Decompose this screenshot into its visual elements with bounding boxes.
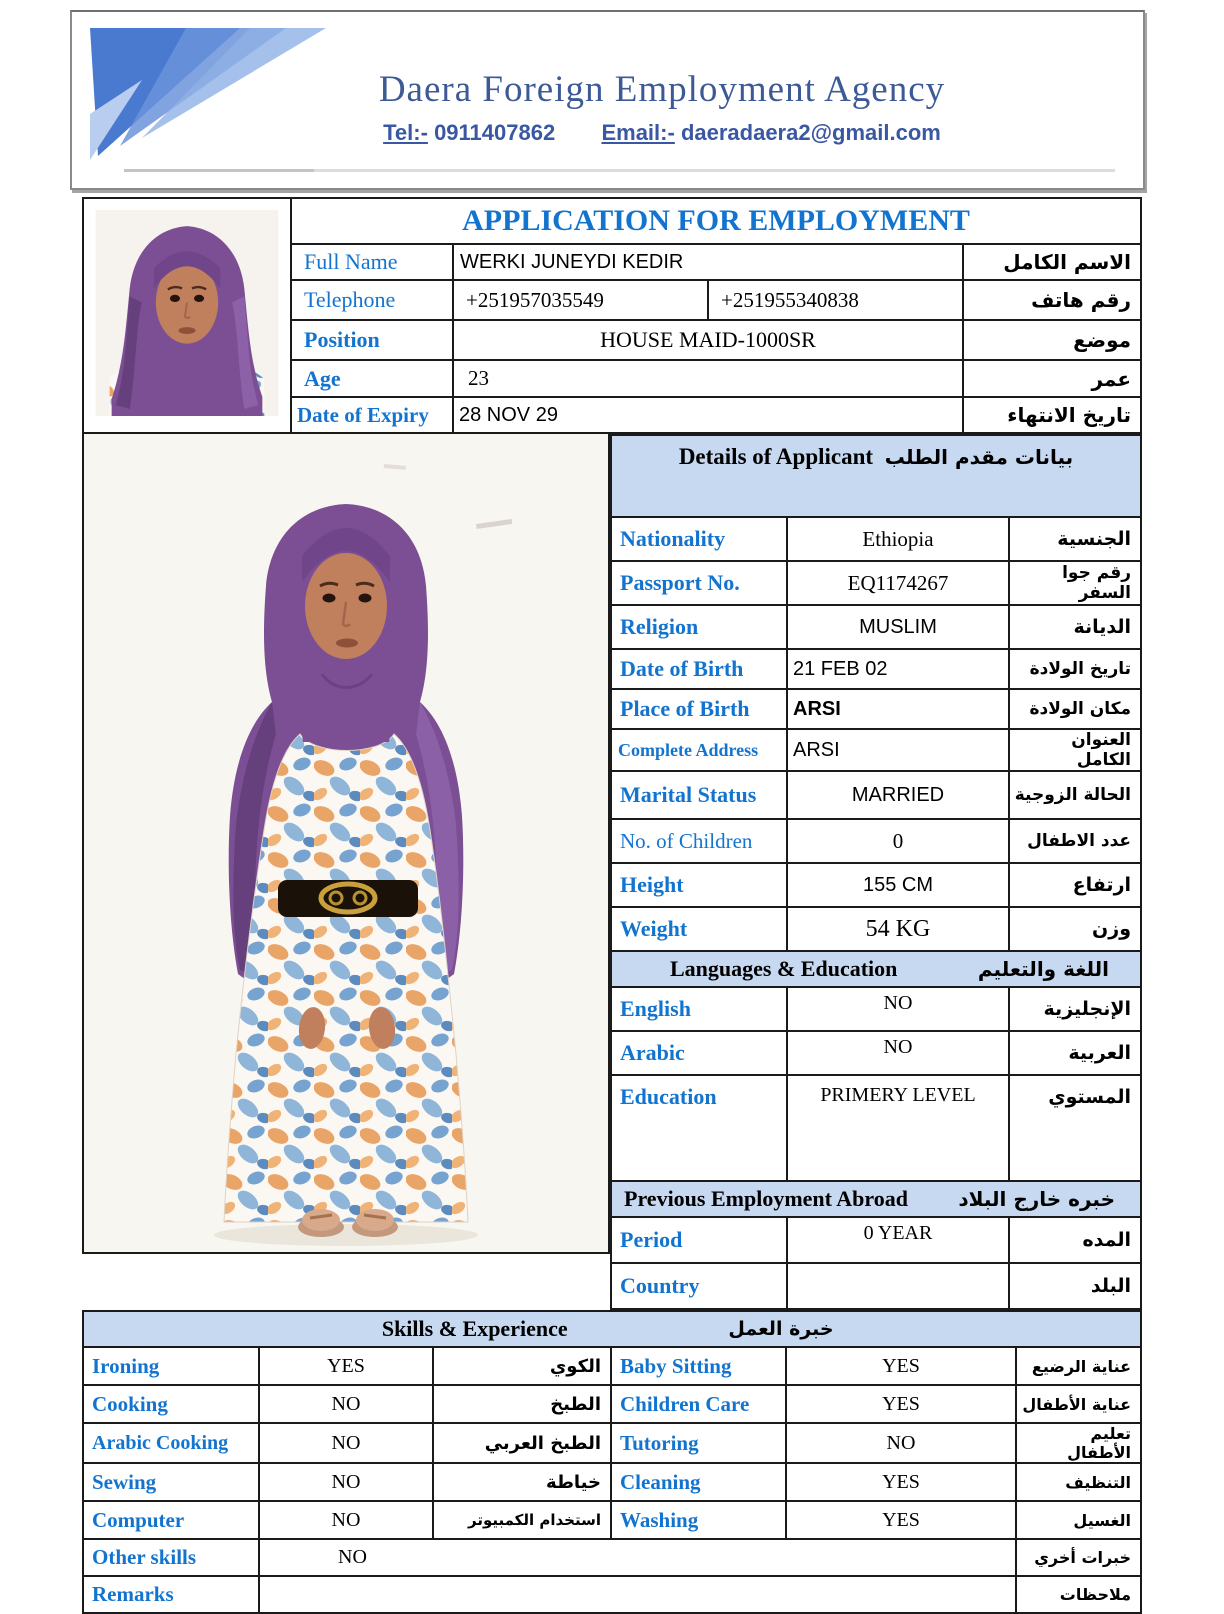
cleaning-value: YES — [786, 1463, 1016, 1501]
full-name-label: Full Name — [291, 244, 453, 280]
birth-place-label: Place of Birth — [611, 689, 787, 729]
middle-section — [82, 434, 1140, 1310]
computer-value: NO — [259, 1501, 433, 1539]
agency-header — [70, 10, 1145, 190]
weight-label: Weight — [611, 907, 787, 951]
other-skills-value: NO — [259, 1539, 1016, 1576]
period-row — [611, 1217, 1141, 1263]
children-label: No. of Children — [611, 819, 787, 863]
address-row — [611, 729, 1141, 771]
arabic-value: NO — [787, 1031, 1009, 1075]
passport-row — [611, 561, 1141, 605]
tutoring-arabic-label: تعليم الأطفال — [1016, 1423, 1141, 1463]
birth-date-label: Date of Birth — [611, 649, 787, 689]
application-title: APPLICATION FOR EMPLOYMENT — [291, 198, 1141, 244]
expiry-value: 28 NOV 29 — [453, 397, 963, 433]
weight-value: 54 KG — [787, 907, 1009, 951]
other-skills-row — [83, 1539, 1141, 1576]
children-care-label: Children Care — [611, 1385, 786, 1423]
application-title-row — [83, 198, 1141, 244]
ironing-arabic-label: الكوي — [433, 1347, 611, 1385]
address-label: Complete Address — [611, 729, 787, 771]
telephone-value-1: +251957035549 — [453, 280, 708, 320]
application-table — [82, 197, 1142, 434]
previous-header-row — [611, 1181, 1141, 1217]
country-arabic-label: البلد — [1009, 1263, 1141, 1309]
applicant-fullbody-photo — [82, 434, 610, 1254]
country-value — [787, 1263, 1009, 1309]
tutoring-label: Tutoring — [611, 1423, 786, 1463]
languages-title-ar: اللغة والتعليم — [977, 957, 1110, 981]
languages-section-header — [611, 951, 1141, 987]
arabic-arabic-label: العربية — [1009, 1031, 1141, 1075]
remarks-arabic-label: ملاحظات — [1016, 1576, 1141, 1613]
country-label: Country — [611, 1263, 787, 1309]
full-name-value: WERKI JUNEYDI KEDIR — [453, 244, 963, 280]
nationality-row — [611, 517, 1141, 561]
education-label: Education — [611, 1075, 787, 1181]
address-arabic-label: العنوان الكامل — [1009, 729, 1141, 771]
email-label: Email:- — [601, 120, 675, 145]
expiry-label: Date of Expiry — [291, 397, 453, 433]
country-row — [611, 1263, 1141, 1309]
applicant-headshot-photo — [83, 198, 291, 433]
weight-row — [611, 907, 1141, 951]
skills-table — [82, 1310, 1142, 1614]
period-value: 0 YEAR — [787, 1217, 1009, 1263]
expiry-arabic-label: تاريخ الانتهاء — [963, 397, 1141, 433]
baby-sitting-arabic-label: عناية الرضيع — [1016, 1347, 1141, 1385]
full-name-arabic-label: الاسم الكامل — [963, 244, 1141, 280]
other-skills-label: Other skills — [83, 1539, 259, 1576]
english-label: English — [611, 987, 787, 1031]
marital-status-value: MARRIED — [787, 771, 1009, 819]
washing-arabic-label: الغسيل — [1016, 1501, 1141, 1539]
position-arabic-label: موضع — [963, 320, 1141, 360]
height-arabic-label: ارتفاع — [1009, 863, 1141, 907]
arabiccooking-tutoring-row — [83, 1423, 1141, 1463]
remarks-label: Remarks — [83, 1576, 259, 1613]
computer-washing-row — [83, 1501, 1141, 1539]
skills-title-en: Skills & Experience — [381, 1316, 568, 1341]
children-care-value: YES — [786, 1385, 1016, 1423]
arabic-cooking-value: NO — [259, 1423, 433, 1463]
passport-value: EQ1174267 — [787, 561, 1009, 605]
education-row — [611, 1075, 1141, 1181]
email-value: daeradaera2@gmail.com — [680, 120, 941, 145]
english-arabic-label: الإنجليزية — [1009, 987, 1141, 1031]
birth-date-row — [611, 649, 1141, 689]
age-value: 23 — [453, 360, 963, 397]
ironing-babysitting-row — [83, 1347, 1141, 1385]
cooking-value: NO — [259, 1385, 433, 1423]
previous-title-ar: خبره خارج البلاد — [958, 1187, 1116, 1211]
height-value: 155 CM — [787, 863, 1009, 907]
marital-status-arabic-label: الحالة الزوجية — [1009, 771, 1141, 819]
religion-value: MUSLIM — [787, 605, 1009, 649]
age-arabic-label: عمر — [963, 360, 1141, 397]
cooking-childrencare-row — [83, 1385, 1141, 1423]
header-divider — [124, 169, 1115, 172]
birth-place-arabic-label: مكان الولادة — [1009, 689, 1141, 729]
children-arabic-label: عدد الاطفال — [1009, 819, 1141, 863]
sewing-cleaning-row — [83, 1463, 1141, 1501]
children-value: 0 — [787, 819, 1009, 863]
washing-value: YES — [786, 1501, 1016, 1539]
other-skills-arabic-label: خبرات أخري — [1016, 1539, 1141, 1576]
skills-section-header — [83, 1311, 1141, 1347]
birth-place-value: ARSI — [787, 689, 1009, 729]
details-table — [610, 434, 1142, 1310]
computer-label: Computer — [83, 1501, 259, 1539]
education-value: PRIMERY LEVEL — [787, 1075, 1009, 1181]
previous-section-header — [611, 1181, 1141, 1217]
birth-date-value: 21 FEB 02 — [787, 649, 1009, 689]
cleaning-label: Cleaning — [611, 1463, 786, 1501]
weight-arabic-label: وزن — [1009, 907, 1141, 951]
arabic-label: Arabic — [611, 1031, 787, 1075]
children-row — [611, 819, 1141, 863]
height-row — [611, 863, 1141, 907]
cleaning-arabic-label: التنظيف — [1016, 1463, 1141, 1501]
employment-form — [82, 197, 1140, 1614]
english-row — [611, 987, 1141, 1031]
cooking-label: Cooking — [83, 1385, 259, 1423]
marital-status-label: Marital Status — [611, 771, 787, 819]
ironing-value: YES — [259, 1347, 433, 1385]
religion-label: Religion — [611, 605, 787, 649]
details-title-ar: بيانات مقدم الطلب — [884, 445, 1074, 469]
tutoring-value: NO — [786, 1423, 1016, 1463]
tel-label: Tel:- — [383, 120, 428, 145]
nationality-arabic-label: الجنسية — [1009, 517, 1141, 561]
details-header-row — [611, 435, 1141, 517]
address-value: ARSI — [787, 729, 1009, 771]
telephone-arabic-label: رقم هاتف — [963, 280, 1141, 320]
arabic-cooking-arabic-label: الطبخ العربي — [433, 1423, 611, 1463]
computer-arabic-label: استخدام الكمبيوتر — [433, 1501, 611, 1539]
remarks-row — [83, 1576, 1141, 1613]
ironing-label: Ironing — [83, 1347, 259, 1385]
details-section-header — [611, 435, 1141, 517]
previous-title-en: Previous Employment Abroad — [624, 1186, 908, 1211]
education-arabic-label: المستوي — [1009, 1075, 1141, 1181]
sewing-value: NO — [259, 1463, 433, 1501]
birth-date-arabic-label: تاريخ الولادة — [1009, 649, 1141, 689]
tel-value: 0911407862 — [434, 120, 556, 145]
languages-title-en: Languages & Education — [670, 956, 898, 981]
passport-label: Passport No. — [611, 561, 787, 605]
religion-arabic-label: الديانة — [1009, 605, 1141, 649]
position-label: Position — [291, 320, 453, 360]
period-arabic-label: المده — [1009, 1217, 1141, 1263]
sewing-arabic-label: خياطة — [433, 1463, 611, 1501]
marital-status-row — [611, 771, 1141, 819]
period-label: Period — [611, 1217, 787, 1263]
nationality-value: Ethiopia — [787, 517, 1009, 561]
children-care-arabic-label: عناية الأطفال — [1016, 1385, 1141, 1423]
baby-sitting-value: YES — [786, 1347, 1016, 1385]
details-title-en: Details of Applicant — [678, 444, 874, 469]
nationality-label: Nationality — [611, 517, 787, 561]
age-label: Age — [291, 360, 453, 397]
baby-sitting-label: Baby Sitting — [611, 1347, 786, 1385]
position-value: HOUSE MAID-1000SR — [453, 320, 963, 360]
agency-contact-line — [262, 120, 1062, 146]
religion-row — [611, 605, 1141, 649]
cooking-arabic-label: الطبخ — [433, 1385, 611, 1423]
passport-arabic-label: رقم جوا السفر — [1009, 561, 1141, 605]
arabic-cooking-label: Arabic Cooking — [83, 1423, 259, 1463]
height-label: Height — [611, 863, 787, 907]
telephone-label: Telephone — [291, 280, 453, 320]
arabic-row — [611, 1031, 1141, 1075]
skills-header-row — [83, 1311, 1141, 1347]
english-value: NO — [787, 987, 1009, 1031]
languages-header-row — [611, 951, 1141, 987]
skills-title-ar: خبرة العمل — [728, 1318, 834, 1340]
birth-place-row — [611, 689, 1141, 729]
agency-name: Daera Foreign Employment Agency — [378, 69, 946, 110]
sewing-label: Sewing — [83, 1463, 259, 1501]
washing-label: Washing — [611, 1501, 786, 1539]
remarks-value — [259, 1576, 1016, 1613]
telephone-value-2: +251955340838 — [708, 280, 963, 320]
